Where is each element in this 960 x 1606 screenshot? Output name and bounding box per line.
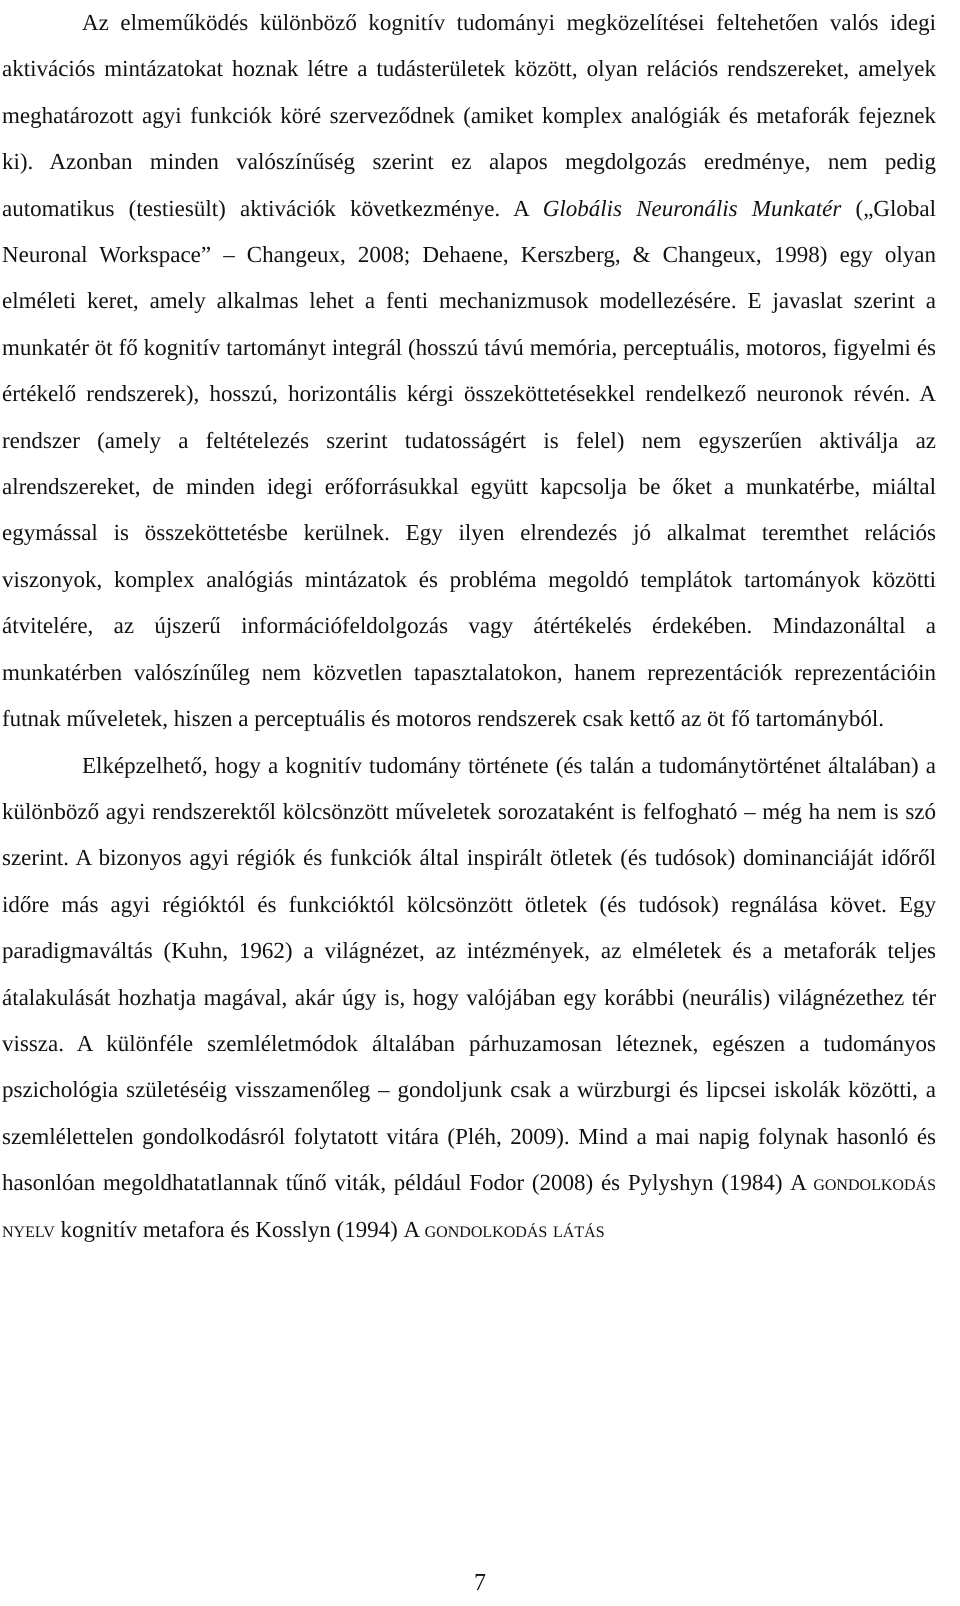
paragraph-2-text-b: kognitív metafora és Kosslyn (1994)	[54, 1216, 404, 1242]
paragraph-2-smallcaps-title-2: A gondolkodás látás	[403, 1216, 605, 1242]
paragraph-1-text-a: Az elmeműködés különböző kognitív tudományi megközelítései feltehetően valós idegi aktivációs mintázatokat hoznak létre a tudásterületek között, olyan relációs rendszereket, amelyek meghatározott agyi funkciók köré szerveződnek (amiket komplex analógiák és metaforák fejeznek ki). Azonban minden valószínűség szerint ez alapos megdolgozás eredménye, nem pedig automatikus (testiesült) aktivációk következménye. A	[2, 10, 936, 221]
page-number: 7	[474, 1570, 486, 1596]
paragraph-1	[2, 0, 936, 743]
paragraph-1-text-b: („Global Neuronal Workspace” – Changeux, 2008; Dehaene, Kerszberg, & Changeux, 1998) egy olyan elméleti keret, amely alkalmas lehet a fenti mechanizmusok modellezésére. E javaslat szerint a munkatér öt fő kognitív tartományt integrál (hosszú távú memória, perceptuális, motoros, figyelmi és értékelő rendszerek), hosszú, horizontális kérgi összeköttetésekkel rendelkező neuronok révén. A rendszer (amely a feltételezés szerint tudatosságért is felel) nem egyszerűen aktiválja az alrendszereket, de minden idegi erőforrásukkal együtt kapcsolja be őket a munkatérbe, miáltal egymással is összeköttetésbe kerülnek. Egy ilyen elrendezés jó alkalmat teremthet relációs viszonyok, komplex analógiás mintázatok és probléma megoldó templátok tartományok közötti átvitelére, az újszerű információfeldolgozás vagy átértékelés érdekében. Mindazonáltal a munkatérben valószínűleg nem közvetlen tapasztalatokon, hanem reprezentációk reprezentációin futnak műveletek, hiszen a perceptuális és motoros rendszerek csak kettő az öt fő tartományból.	[2, 195, 937, 732]
paragraph-1-italic-term: Globális Neuronális Munkatér	[542, 195, 842, 221]
paragraph-2-smallcaps-title-1: A gondolkodás nyelv	[2, 1170, 936, 1242]
body-text	[2, 0, 936, 1253]
paragraph-2	[2, 743, 936, 1253]
paragraph-2-text-a: Elképzelhető, hogy a kognitív tudomány története (és talán a tudománytörténet általában) a különböző agyi rendszerektől kölcsönzött műveletek sorozataként is felfogható – még ha nem is szó szerint. A bizonyos agyi régiók és funkciók által inspirált ötletek (és tudósok) dominanciáját időről időre más agyi régióktól és funkcióktól kölcsönzött ötletek (és tudósok) regnálása követ. Egy paradigmaváltás (Kuhn, 1962) a világnézet, az intézmények, az elméletek és a metaforák teljes átalakulását hozhatja magával, akár úgy is, hogy valójában egy korábbi (neurális) világnézethez tér vissza. A különféle szemléletmódok általában párhuzamosan léteznek, egészen a tudományos pszichológia születéséig visszamenőleg – gondoljunk csak a würzburgi és lipcsei iskolák közötti, a szemlélettelen gondolkodásról folytatott vitára (Pléh, 2009). Mind a mai napig folynak hasonló és hasonlóan megoldhatatlannak tűnő viták, például Fodor (2008) és Pylyshyn (1984)	[2, 752, 936, 1196]
